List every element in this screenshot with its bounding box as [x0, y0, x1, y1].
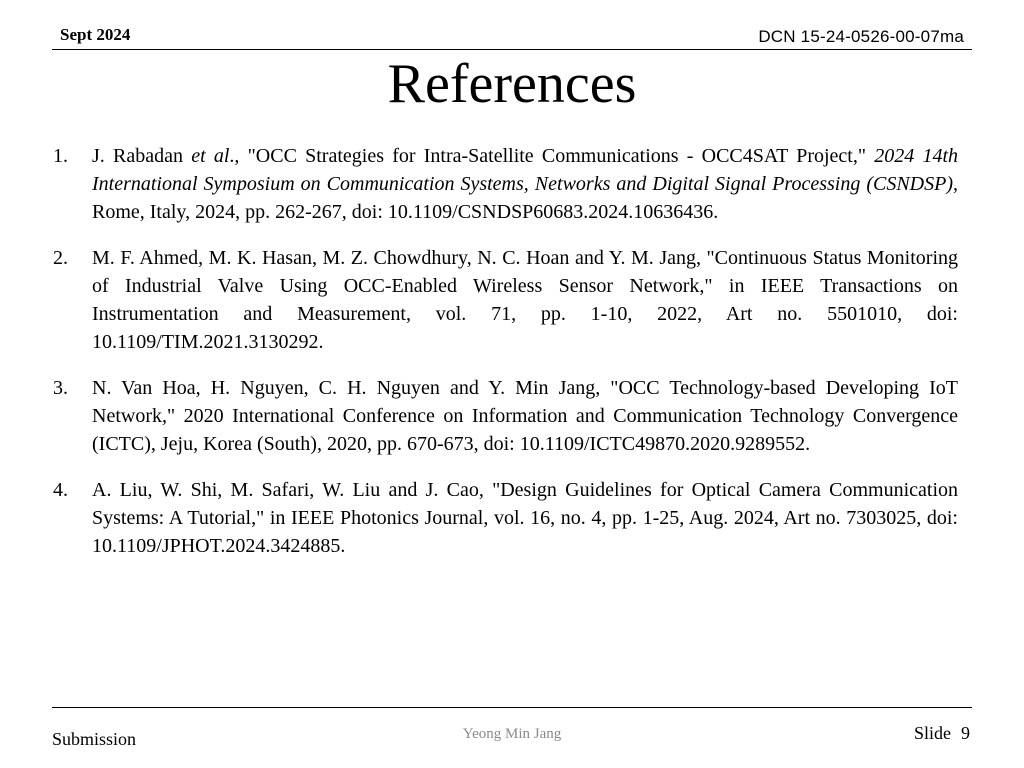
- footer-submission: Submission: [52, 729, 137, 749]
- reference-title: ., "OCC Strategies for Intra-Satellite Communications - OCC4SAT Project,": [229, 145, 875, 167]
- reference-text: [92, 476, 958, 560]
- reference-item: [0, 244, 1024, 356]
- reference-details: , Rome, Italy, 2024, pp. 262-267, doi: 10.1109/CSNDSP60683.2024.10636436.: [92, 173, 958, 223]
- reference-item: [0, 374, 1024, 458]
- reference-citation: N. Van Hoa, H. Nguyen, C. H. Nguyen and Y. Min Jang, "OCC Technology-based Developing IoT Network," 2020 International Conference on Information and Communication Technology Convergence (ICTC), Jeju, Korea (South), 2020, pp. 670-673, doi: 10.1109/ICTC49870.2020.9289552.: [92, 377, 958, 455]
- reference-list: [0, 142, 1024, 578]
- slide-number: [914, 722, 970, 744]
- page-title: References: [387, 53, 637, 115]
- header-date: Sept 2024: [60, 25, 131, 44]
- reference-authors: J. Rabadan: [92, 145, 192, 167]
- document-control-number: DCN 15-24-0526-00-07ma: [758, 27, 964, 46]
- header-divider: [52, 49, 972, 50]
- slide-number-value: 9: [961, 723, 970, 743]
- reference-citation: A. Liu, W. Shi, M. Safari, W. Liu and J. Cao, "Design Guidelines for Optical Camera Communication Systems: A Tutorial," in IEEE Photonics Journal, vol. 16, no. 4, pp. 1-25, Aug. 2024, Art no. 7303025, doi: 10.1109/JPHOT.2024.3424885.: [92, 479, 958, 557]
- footer-author: Yeong Min Jang: [462, 726, 562, 742]
- footer-divider: [52, 707, 972, 708]
- reference-text: [92, 244, 958, 356]
- reference-text: [92, 374, 958, 458]
- reference-number: 1.: [53, 145, 68, 167]
- reference-number: 2.: [53, 247, 68, 269]
- reference-citation: M. F. Ahmed, M. K. Hasan, M. Z. Chowdhury, N. C. Hoan and Y. M. Jang, "Continuous Status Monitoring of Industrial Valve Using OCC-Enabled Wireless Sensor Network," in IEEE Transactions on Instrumentation and Measurement, vol. 71, pp. 1-10, 2022, Art no. 5501010, doi: 10.1109/TIM.2021.3130292.: [92, 247, 958, 353]
- reference-item: [0, 142, 1024, 226]
- slide-label: Slide: [913, 723, 951, 743]
- reference-item: [0, 476, 1024, 560]
- reference-number: 3.: [53, 377, 68, 399]
- reference-text: [92, 142, 958, 226]
- reference-number: 4.: [53, 479, 68, 501]
- reference-venue: 2024 14th International Symposium on Communication Systems, Networks and Digital Signal Processing (CSNDSP): [92, 145, 959, 195]
- reference-et-al: et al: [191, 145, 230, 167]
